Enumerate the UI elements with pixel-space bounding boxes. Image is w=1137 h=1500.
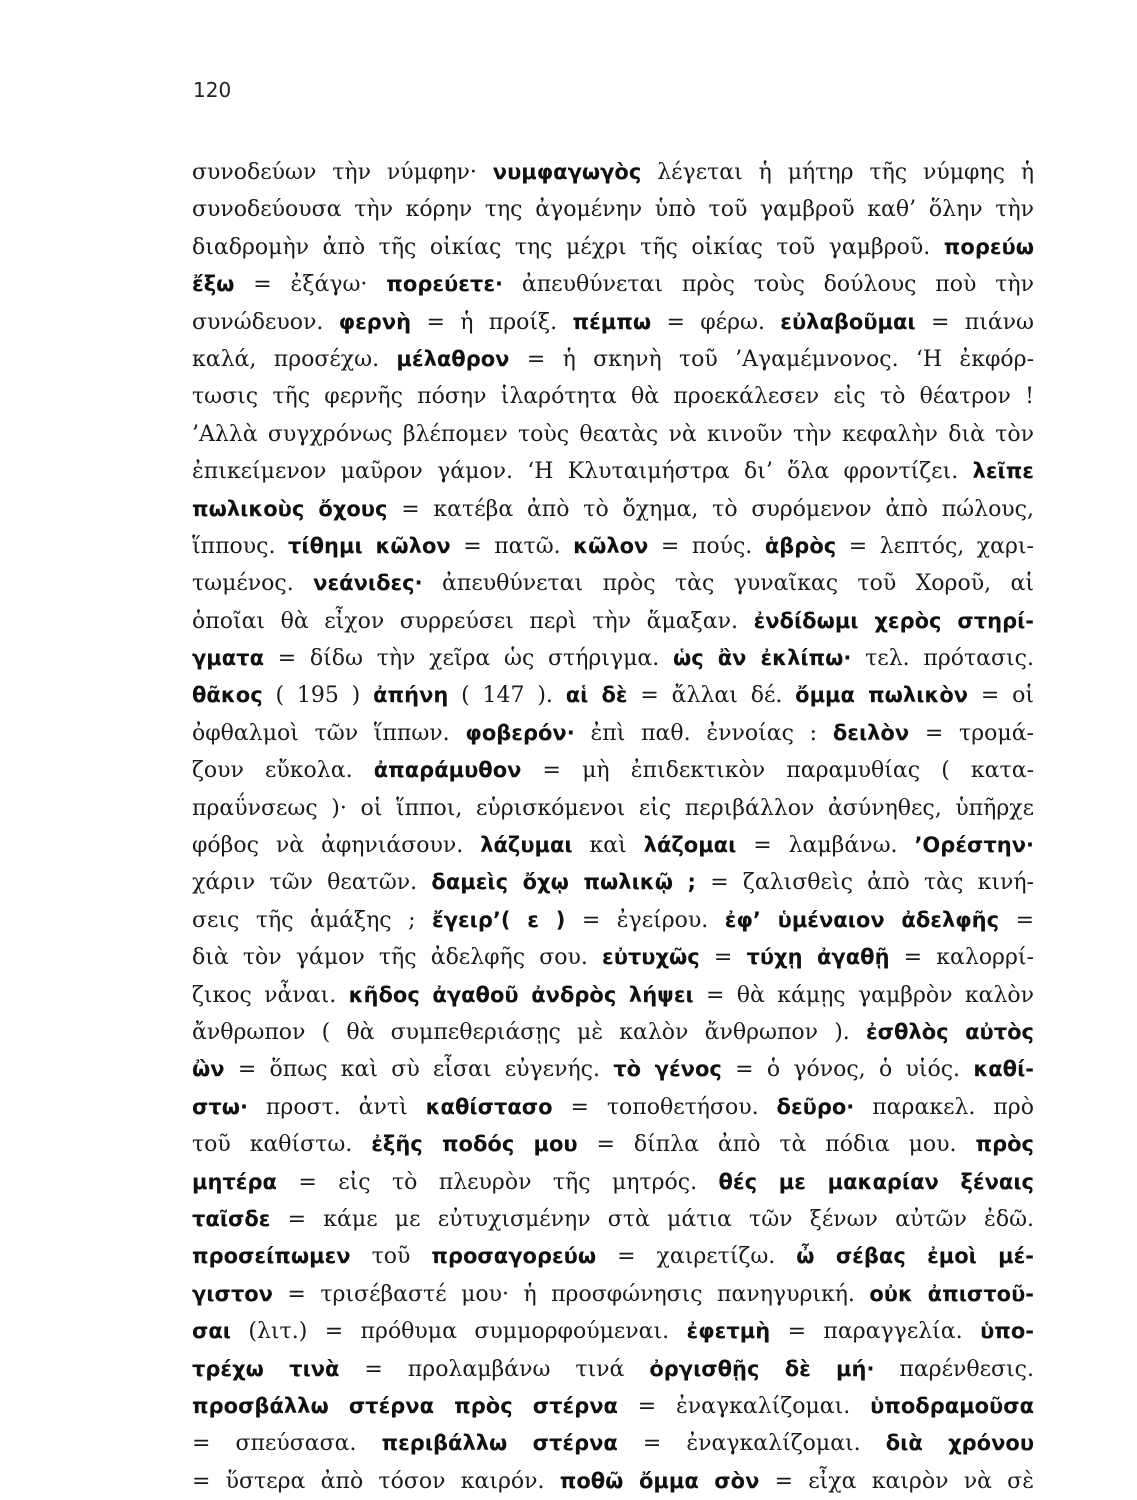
text-line	[192, 1201, 1034, 1238]
bold-term: σαι	[192, 1319, 231, 1344]
bold-term: προσβάλλω στέρνα πρὸς στέρνα	[192, 1393, 618, 1418]
text-segment: συνώδευον.	[192, 309, 339, 335]
text-segment: = τοποθετήσου.	[552, 1094, 777, 1120]
text-segment: = προλαμβάνω τινά	[339, 1356, 650, 1382]
text-segment: = ὅπως καὶ σὺ εἶσαι εὐγενής.	[224, 1057, 614, 1083]
text-line	[192, 1164, 1034, 1201]
text-segment: = κατέβα ἀπὸ τὸ ὄχημα, τὸ συρόμενον ἀπὸ πώλους,	[387, 496, 1034, 522]
text-line	[192, 266, 1034, 303]
bold-term: στω·	[192, 1094, 248, 1119]
bold-term: λάζομαι	[643, 833, 737, 858]
bold-term: πορεύω	[943, 234, 1034, 259]
text-line	[192, 939, 1034, 976]
bold-term: προσαγορεύω	[431, 1244, 597, 1269]
bold-term: ἐξῆς ποδός μου	[371, 1132, 578, 1157]
bold-term: προσείπωμεν	[192, 1244, 351, 1269]
bold-term: γιστον	[192, 1281, 273, 1306]
text-segment: = παραγγελία.	[770, 1319, 981, 1345]
bold-term: πορεύετε·	[386, 272, 503, 297]
text-segment: πραΰνσεως )· οἱ ἵπποι, εὑρισκόμενοι εἰς περιβάλλον ἀσύνηθες, ὑπῆρχε	[192, 795, 1034, 821]
text-segment: τωμένος.	[192, 571, 314, 597]
text-line	[192, 902, 1034, 939]
text-line	[192, 715, 1034, 752]
bold-term: μέλαθρον	[396, 346, 510, 371]
bold-term: δειλὸν	[832, 720, 910, 745]
text-line	[192, 1089, 1034, 1126]
text-segment: ’Αλλὰ συγχρόνως βλέπομεν τοὺς θεατὰς νὰ κινοῦν τὴν κεφαλὴν διὰ τὸν	[192, 421, 1034, 447]
bold-term: ἔγειρ’( ε )	[432, 907, 566, 932]
text-segment: παρακελ. πρὸ	[854, 1094, 1034, 1120]
text-line	[192, 977, 1034, 1014]
bold-term: λάζυμαι	[480, 833, 573, 858]
text-segment: = πιάνω	[915, 309, 1034, 335]
bold-term: ἐφ’ ὑμέναιον ἀδελφῆς	[724, 907, 1000, 932]
text-line	[192, 565, 1034, 602]
text-line	[192, 1351, 1034, 1388]
bold-term: ποθῶ ὄμμα σὸν	[559, 1468, 760, 1493]
text-line	[192, 528, 1034, 565]
text-line	[192, 1051, 1034, 1088]
bold-term: κῶλον	[573, 533, 649, 558]
text-segment: = ἄλλαι δέ.	[627, 683, 796, 709]
bold-term: κῆδος ἀγαθοῦ ἀνδρὸς λήψει	[348, 982, 694, 1007]
bold-term: ὦ σέβας ἐμοὶ μέ-	[796, 1244, 1034, 1269]
text-line	[192, 1014, 1034, 1051]
text-segment: ἵππους.	[192, 533, 289, 559]
text-segment: ἐπὶ παθ. ἐννοίας :	[574, 720, 833, 746]
text-segment: διὰ τὸν γάμον τῆς ἀδελφῆς σου.	[192, 945, 602, 971]
bold-term: μητέρα	[192, 1169, 277, 1194]
text-segment: = σπεύσασα.	[192, 1431, 382, 1457]
text-segment: = ἡ σκηνὴ τοῦ ’Αγαμέμνονος. ‘Η ἐκφόρ-	[509, 346, 1034, 372]
text-segment: = εἶχα καιρὸν νὰ σὲ	[759, 1468, 1034, 1494]
text-segment: = ἐναγκαλίζομαι.	[617, 1431, 886, 1457]
text-line	[192, 416, 1034, 453]
text-line	[192, 491, 1034, 528]
text-segment: ἐπικείμενον μαῦρον γάμον. ‘Η Κλυταιμήστρα δι’ ὅλα φροντίζει.	[192, 459, 973, 485]
text-line	[192, 154, 1034, 191]
text-segment: ἄνθρωπον ( θὰ συμπεθεριάσῃς μὲ καλὸν ἄνθρωπον ).	[192, 1019, 866, 1045]
text-segment: = ὕστερα ἀπὸ τόσον καιρόν.	[192, 1468, 560, 1494]
bold-term: οὐκ ἀπιστοῦ-	[869, 1281, 1034, 1306]
bold-term: ὀργισθῇς δὲ μή·	[649, 1356, 875, 1381]
bold-term: θές με μακαρίαν ξέναις	[718, 1169, 1034, 1194]
text-line	[192, 229, 1034, 266]
bold-term: τίθημι κῶλον	[288, 533, 451, 558]
text-segment: =	[999, 907, 1034, 933]
bold-term: ’Ορέστην·	[914, 833, 1034, 858]
bold-term: εὐλαβοῦμαι	[780, 309, 916, 334]
commentary-text-block	[192, 154, 1034, 1500]
bold-term: διὰ χρόνου	[885, 1431, 1034, 1456]
text-segment: ( 195 )	[262, 683, 374, 709]
text-segment: = καλορρί-	[889, 945, 1034, 971]
text-segment: = λεπτός, χαρι-	[836, 533, 1034, 559]
text-line	[192, 304, 1034, 341]
text-segment: = ἐναγκαλίζομαι.	[617, 1393, 871, 1419]
text-line	[192, 1425, 1034, 1462]
text-segment: ὀφθαλμοὶ τῶν ἵππων.	[192, 720, 466, 746]
text-segment: = μὴ ἐπιδεκτικὸν παραμυθίας ( κατα-	[521, 758, 1034, 784]
text-segment: τελ. πρότασις.	[851, 646, 1034, 672]
text-line	[192, 827, 1034, 864]
bold-term: ἐσθλὸς αὐτὸς	[865, 1019, 1034, 1044]
text-segment: = τρομά-	[909, 720, 1034, 746]
text-segment: = ζαλισθεὶς ἀπὸ τὰς κινή-	[695, 870, 1034, 896]
bold-term: πρὸς	[975, 1132, 1034, 1157]
text-line	[192, 640, 1034, 677]
bold-term: νεάνιδες·	[313, 571, 423, 596]
bold-term: τὸ γένος	[613, 1057, 722, 1082]
text-line	[192, 1276, 1034, 1313]
text-segment: καὶ	[572, 833, 644, 859]
bold-term: περιβάλλω στέρνα	[381, 1431, 618, 1456]
text-segment: = δίπλα ἀπὸ τὰ πόδια μου.	[577, 1132, 976, 1158]
bold-term: πέμπω	[572, 309, 652, 334]
bold-term: πωλικοὺς ὄχους	[192, 496, 388, 521]
text-segment: χάριν τῶν θεατῶν.	[192, 870, 432, 896]
text-line	[192, 1388, 1034, 1425]
text-segment: φόβος νὰ ἀφηνιάσουν.	[192, 833, 481, 859]
bold-term: αἱ δὲ	[565, 683, 628, 708]
bold-term: ὑπο-	[980, 1319, 1034, 1344]
text-segment: ( 147 ).	[448, 683, 566, 709]
text-segment: = ἐξάγω·	[234, 272, 387, 298]
text-segment: τοῦ	[350, 1244, 432, 1270]
bold-term: ἁβρὸς	[764, 533, 837, 558]
bold-term: τύχῃ ἀγαθῇ	[746, 945, 890, 970]
text-segment: = εἰς τὸ πλευρὸν τῆς μητρός.	[276, 1169, 719, 1195]
text-segment: = πατῶ.	[450, 533, 574, 559]
bold-term: καθίστασο	[425, 1094, 553, 1119]
text-segment: συνοδεύων τὴν νύμφην·	[192, 160, 493, 185]
bold-term: ὢν	[192, 1057, 225, 1082]
text-line	[192, 1126, 1034, 1163]
text-line	[192, 1463, 1034, 1500]
text-line	[192, 790, 1034, 827]
text-line	[192, 341, 1034, 378]
text-line	[192, 603, 1034, 640]
bold-term: λεῖπε	[972, 459, 1034, 484]
bold-term: θᾶκος	[192, 683, 263, 708]
text-segment: τοῦ καθίστω.	[192, 1132, 372, 1158]
text-segment: συνοδεύουσα τὴν κόρην της ἀγομένην ὑπὸ τοῦ γαμβροῦ καθ’ ὅλην τὴν	[192, 197, 1034, 223]
bold-term: ἀπαράμυθον	[373, 758, 522, 783]
text-line	[192, 378, 1034, 415]
bold-term: καθί-	[973, 1057, 1034, 1082]
text-line	[192, 1238, 1034, 1275]
bold-term: ἐνδίδωμι χερὸς στηρί-	[753, 608, 1034, 633]
text-segment: = κάμε με εὐτυχισμένην στὰ μάτια τῶν ξένων αὐτῶν ἐδῶ.	[270, 1206, 1034, 1232]
text-segment: =	[699, 945, 747, 971]
text-segment: ὁποῖαι θὰ εἶχον συρρεύσει περὶ τὴν ἅμαξαν.	[192, 608, 754, 634]
text-segment: σεις τῆς ἁμάξης ;	[192, 907, 432, 933]
text-segment: = ἐγείρου.	[565, 907, 725, 933]
text-line	[192, 677, 1034, 714]
text-segment: = ἡ προίξ.	[411, 309, 573, 335]
bold-term: ἐφετμὴ	[686, 1319, 771, 1344]
bold-term: ταῖσδε	[192, 1206, 271, 1231]
text-segment: ἀπευθύνεται πρὸς τοὺς δούλους ποὺ τὴν	[502, 272, 1034, 298]
bold-term: ὑποδραμοῦσα	[870, 1393, 1034, 1418]
text-segment: διαδρομὴν ἀπὸ τῆς οἰκίας της μέχρι τῆς οἰκίας τοῦ γαμβροῦ.	[192, 234, 944, 260]
text-segment: = δίδω τὴν χεῖρα ὡς στήριγμα.	[264, 646, 673, 672]
bold-term: νυμφαγωγὸς	[492, 160, 642, 184]
text-line	[192, 1313, 1034, 1350]
text-segment: ἀπευθύνεται πρὸς τὰς γυναῖκας τοῦ Χοροῦ, αἱ	[422, 571, 1034, 597]
text-segment: προστ. ἀντὶ	[248, 1094, 426, 1120]
bold-term: ὡς ἂν ἐκλίπω·	[672, 646, 852, 671]
bold-term: τρέχω τινὰ	[192, 1356, 340, 1381]
bold-term: φοβερόν·	[465, 720, 575, 745]
text-segment: παρένθεσις.	[874, 1356, 1034, 1382]
text-segment: = οἱ	[968, 683, 1034, 709]
text-line	[192, 191, 1034, 228]
text-segment: = λαμβάνω.	[736, 833, 915, 859]
page-number: 120	[193, 78, 232, 102]
text-segment: ζικος νἆναι.	[192, 982, 349, 1008]
bold-term: ἀπήνη	[373, 683, 449, 708]
text-segment: λέγεται ἡ μήτηρ τῆς νύμφης ἡ	[641, 160, 1034, 185]
text-line	[192, 752, 1034, 789]
bold-term: γματα	[192, 646, 265, 671]
text-segment: = πούς.	[648, 533, 765, 559]
text-segment: ζουν εὔκολα.	[192, 758, 374, 784]
text-segment: = θὰ κάμῃς γαμβρὸν καλὸν	[693, 982, 1034, 1008]
bold-term: ὄμμα πωλικὸν	[795, 683, 969, 708]
text-segment: καλά, προσέχω.	[192, 346, 397, 372]
text-line	[192, 864, 1034, 901]
bold-term: δεῦρο·	[776, 1094, 855, 1119]
text-segment: = φέρω.	[651, 309, 781, 335]
text-segment: = χαιρετίζω.	[596, 1244, 797, 1270]
bold-term: δαμεὶς ὄχῳ πωλικῷ ;	[431, 870, 696, 895]
text-segment: = ὁ γόνος, ὁ υἱός.	[721, 1057, 974, 1083]
bold-term: φερνὴ	[338, 309, 412, 334]
text-segment: = τρισέβαστέ μου· ἡ προσφώνησις πανηγυρική.	[272, 1281, 870, 1307]
text-segment: (λιτ.) = πρόθυμα συμμορφούμεναι.	[230, 1319, 687, 1345]
text-line	[192, 453, 1034, 490]
bold-term: ἔξω	[192, 272, 235, 297]
text-segment: τωσις τῆς φερνῆς πόσην ἱλαρότητα θὰ προεκάλεσεν εἰς τὸ θέατρον !	[192, 384, 1034, 410]
bold-term: εὐτυχῶς	[602, 945, 700, 970]
